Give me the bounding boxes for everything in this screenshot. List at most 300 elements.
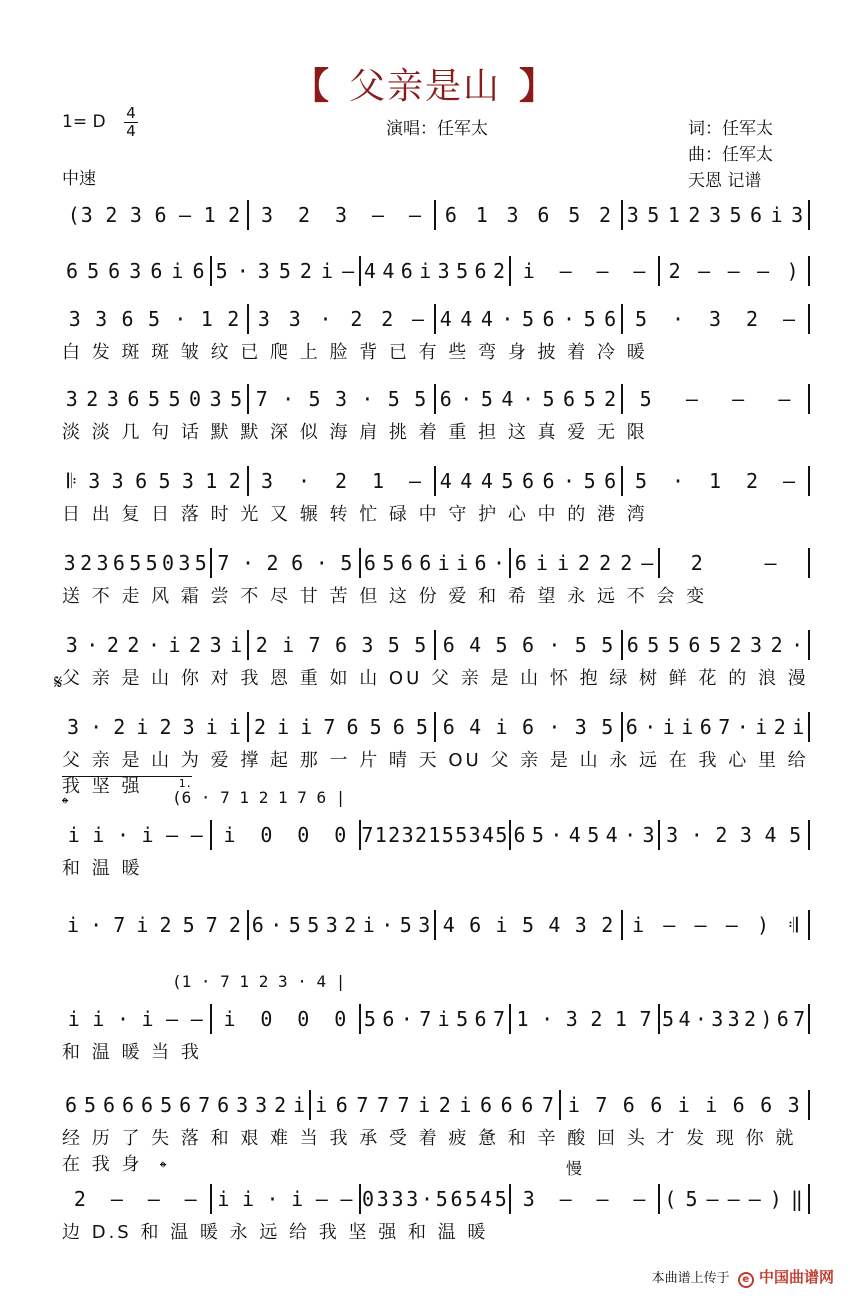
note: · — [548, 715, 562, 739]
note: 5 — [495, 633, 509, 657]
note: 1 — [203, 203, 217, 227]
note: 2 — [86, 387, 100, 411]
note: i — [321, 259, 335, 283]
note: ) — [786, 259, 800, 283]
measure — [249, 633, 434, 657]
note: 5 — [415, 715, 429, 739]
note: 7 — [113, 913, 127, 937]
note: i — [681, 715, 695, 739]
note: · — [421, 1187, 435, 1211]
note: 2 — [438, 1093, 452, 1117]
note: 2 — [492, 259, 506, 283]
note: i — [792, 715, 806, 739]
note: 6 — [419, 551, 433, 575]
note: · — [624, 823, 638, 847]
note: · — [563, 469, 577, 493]
notation-line — [62, 820, 810, 850]
note: – — [371, 203, 386, 227]
note: · — [492, 551, 506, 575]
site-logo — [738, 1268, 834, 1286]
note: 1 — [205, 469, 219, 493]
note: 7 — [308, 633, 322, 657]
measure — [361, 1187, 509, 1211]
note: – — [315, 1187, 329, 1211]
note: i — [136, 715, 150, 739]
note: i — [67, 823, 81, 847]
note: 3 — [437, 259, 451, 283]
note: 5 — [129, 551, 143, 575]
note: – — [166, 1007, 180, 1031]
note: 4 — [480, 307, 494, 331]
note: i — [418, 1093, 432, 1117]
note: 5 — [634, 469, 649, 493]
note: 5 — [147, 387, 161, 411]
note: 2 — [770, 633, 784, 657]
note: 3 — [236, 1093, 250, 1117]
note: · — [521, 387, 535, 411]
note: 6 — [521, 633, 535, 657]
note: i — [459, 1093, 473, 1117]
note: 3 — [708, 307, 723, 331]
measure — [436, 387, 621, 411]
barline — [808, 384, 810, 414]
note: – — [179, 203, 193, 227]
note: 3 — [257, 259, 271, 283]
note: 5 — [307, 913, 321, 937]
notation-line — [62, 1004, 810, 1034]
note: 5 — [634, 307, 649, 331]
note: 1 — [475, 203, 489, 227]
note: 7 — [718, 715, 732, 739]
note: – — [559, 259, 573, 283]
note: i — [315, 1093, 329, 1117]
note: 2 — [620, 551, 634, 575]
note: 7 — [323, 715, 337, 739]
note: 5 — [182, 913, 196, 937]
note: 5 — [531, 823, 545, 847]
note: 3 — [260, 469, 275, 493]
note: 2 — [668, 259, 682, 283]
note: · — [266, 1187, 280, 1211]
measure — [511, 823, 659, 847]
note: 6 — [121, 307, 135, 331]
note: 1 — [371, 469, 386, 493]
note: 3 — [565, 1007, 579, 1031]
note: 6 — [217, 1093, 231, 1117]
title-bracket-left: 【 — [292, 66, 331, 107]
note: – — [110, 1187, 124, 1211]
note: 3 — [96, 551, 110, 575]
note: · — [361, 387, 375, 411]
note: 1 — [667, 203, 681, 227]
note: 3 — [574, 913, 588, 937]
note: 6 — [179, 1093, 193, 1117]
note: i — [223, 1007, 237, 1031]
note: i — [67, 913, 81, 937]
note: 2 — [414, 823, 429, 847]
note: – — [412, 307, 426, 331]
note: 6 — [537, 203, 551, 227]
transcriber: 天恩 记谱 — [688, 171, 762, 191]
note: 3 — [325, 913, 339, 937]
measure — [623, 203, 808, 227]
lyrics-line: 经 历 了 失 落 和 艰 难 当 我 承 受 着 疲 惫 和 辛 酸 回 头 才 发 现 你 就 在 我 身 — [62, 1128, 797, 1175]
note: 7 — [541, 1093, 555, 1117]
note: 5 — [147, 307, 161, 331]
note: 6 — [750, 203, 764, 227]
note: – — [641, 551, 655, 575]
note: i — [217, 1187, 231, 1211]
measure — [361, 823, 509, 847]
note: – — [166, 823, 180, 847]
note: 6 — [604, 469, 618, 493]
note: 6 — [542, 469, 556, 493]
note: · — [690, 823, 704, 847]
note: 2 — [254, 715, 268, 739]
note: · — [241, 551, 255, 575]
measure — [62, 551, 210, 575]
note: 3 — [181, 469, 195, 493]
note: – — [782, 469, 797, 493]
note: i — [223, 823, 237, 847]
note: 2 — [299, 259, 313, 283]
note: 6 — [135, 469, 149, 493]
note: 7 — [198, 1093, 212, 1117]
note: – — [190, 823, 204, 847]
note: 7 — [361, 823, 375, 847]
note: i — [300, 715, 314, 739]
notation-line — [62, 1184, 810, 1214]
note: 5 — [215, 259, 229, 283]
measure — [62, 823, 210, 847]
notation-line — [62, 712, 810, 742]
note: i — [456, 551, 470, 575]
note: 2 — [604, 387, 618, 411]
note: 2 — [590, 1007, 604, 1031]
note: 5 — [387, 387, 401, 411]
note: – — [633, 259, 647, 283]
note: 0 — [260, 823, 274, 847]
note: – — [706, 1187, 720, 1211]
note: i — [282, 633, 296, 657]
note: 3 — [209, 633, 223, 657]
note: 2 — [274, 1093, 288, 1117]
note: 6 — [521, 469, 535, 493]
note: 2 — [715, 823, 729, 847]
note: i — [677, 1093, 691, 1117]
measure — [436, 469, 621, 493]
note: – — [342, 259, 356, 283]
measure — [660, 551, 808, 575]
note: 5 — [414, 633, 428, 657]
note: · — [548, 633, 562, 657]
note: 6 — [392, 715, 406, 739]
note: · — [297, 469, 312, 493]
note: 5 — [194, 551, 208, 575]
note: 2 — [227, 307, 241, 331]
note: – — [685, 387, 699, 411]
note: 4 — [548, 913, 562, 937]
tempo-mark: 慢 — [566, 1159, 583, 1178]
note: 4 — [460, 469, 474, 493]
barline — [808, 1004, 810, 1034]
note: 5 — [455, 823, 469, 847]
note: 5 — [495, 823, 509, 847]
note: 7 — [595, 1093, 609, 1117]
note: 2 — [228, 469, 242, 493]
note: 6 — [513, 823, 527, 847]
upload-text: 本曲谱上传于 — [651, 1271, 730, 1286]
note: 3 — [468, 823, 482, 847]
note: · — [460, 387, 474, 411]
measure — [436, 203, 621, 227]
note: i — [92, 1007, 106, 1031]
note: 6 — [122, 1093, 136, 1117]
note: – — [725, 913, 739, 937]
measure — [62, 1007, 210, 1031]
note: 5 — [601, 715, 615, 739]
note: – — [782, 307, 797, 331]
note: 6 — [150, 259, 164, 283]
note: 6 — [400, 259, 414, 283]
lyrics-line: 父 亲 是 山 你 对 我 恩 重 如 山 OU 父 亲 是 山 怀 抱 绿 树 鲜 花 的 浪 漫 — [62, 668, 809, 689]
note: · — [86, 633, 100, 657]
coda-sign: 𝄌 — [160, 1158, 167, 1179]
note: ) — [756, 913, 770, 937]
measure — [249, 387, 434, 411]
note: 3 — [106, 387, 120, 411]
note: 3 — [95, 307, 109, 331]
note: 2 — [228, 913, 242, 937]
note: 3 — [791, 203, 805, 227]
key-signature: 1= D — [62, 112, 106, 132]
note: 3 — [727, 1007, 741, 1031]
note: 2 — [388, 823, 402, 847]
note: 4 — [469, 715, 483, 739]
note: 6 — [469, 913, 483, 937]
note: 2 — [729, 633, 743, 657]
measure — [62, 469, 247, 493]
note: i — [291, 1187, 305, 1211]
notation-line — [62, 548, 810, 578]
note: 7 — [793, 1007, 807, 1031]
note: 3 — [209, 387, 223, 411]
footer — [652, 1266, 834, 1288]
ossia-notes: (6 · 7 1 2 1 7 6 | — [172, 788, 346, 807]
measure — [511, 259, 659, 283]
note: 5 — [363, 1007, 377, 1031]
lyrics-line: 和 温 暖 当 我 — [62, 1042, 202, 1063]
note: 6 — [444, 203, 458, 227]
note: 5 — [521, 913, 535, 937]
note: 6 — [291, 551, 305, 575]
note: 7 — [639, 1007, 653, 1031]
page-title — [0, 58, 850, 109]
note: 6 — [382, 1007, 396, 1031]
barline — [808, 1184, 810, 1214]
note: – — [764, 551, 778, 575]
note: · — [671, 469, 686, 493]
note: – — [408, 203, 423, 227]
note: 3 — [129, 203, 143, 227]
note: 4 — [439, 469, 453, 493]
note: 5 — [667, 633, 681, 657]
note: 3 — [574, 715, 588, 739]
notation-line — [62, 384, 810, 414]
volta-bracket: 1. — [62, 776, 192, 790]
measure — [212, 259, 360, 283]
note: i — [705, 1093, 719, 1117]
note: 2 — [381, 307, 395, 331]
note: 2 — [113, 715, 127, 739]
note: 0 — [189, 387, 203, 411]
note: · — [90, 715, 104, 739]
note: i — [437, 551, 451, 575]
note: i — [362, 913, 376, 937]
barline — [808, 910, 810, 940]
note: · — [315, 551, 329, 575]
note: 6 — [439, 387, 453, 411]
note: 2 — [773, 715, 787, 739]
note: 3 — [391, 1187, 405, 1211]
measure — [361, 551, 509, 575]
note: 6 — [699, 715, 713, 739]
barline — [808, 200, 810, 230]
note: 7 — [419, 1007, 433, 1031]
note: 6 — [363, 551, 377, 575]
barline — [808, 820, 810, 850]
note: i — [241, 1187, 255, 1211]
note: 2 — [350, 307, 364, 331]
note: – — [190, 1007, 204, 1031]
note: 6 — [521, 715, 535, 739]
note: · — [319, 307, 333, 331]
note: 5 — [84, 1093, 98, 1117]
coda-sign: 𝄌 — [62, 794, 69, 815]
note: 3 — [750, 633, 764, 657]
note: 7 — [356, 1093, 370, 1117]
note: 2 — [344, 913, 358, 937]
note: – — [559, 1187, 573, 1211]
note: 2 — [688, 203, 702, 227]
note: i — [171, 259, 185, 283]
title-bracket-right: 】 — [519, 66, 558, 107]
barline — [808, 304, 810, 334]
note: 0 — [297, 1007, 311, 1031]
composer: 曲：任军太 — [688, 145, 773, 165]
note: 3 — [361, 633, 375, 657]
note: 2 — [106, 633, 120, 657]
note: – — [748, 1187, 762, 1211]
time-sig-top: 4 — [126, 104, 136, 122]
lyrics-line: 日 出 复 日 落 时 光 又 辗 转 忙 碌 中 守 护 心 中 的 港 湾 — [62, 504, 648, 525]
note: 6 — [442, 633, 456, 657]
note: 4 — [460, 307, 474, 331]
segno-sign: 𝄋 — [54, 670, 63, 694]
lyrics-line: 送 不 走 风 霜 尝 不 尽 甘 苦 但 这 份 爱 和 希 望 永 远 不 会 变 — [62, 586, 708, 607]
note: 4 — [382, 259, 396, 283]
note: i — [437, 1007, 451, 1031]
note: 6 — [474, 551, 488, 575]
note: 5 — [278, 259, 292, 283]
note: 5 — [480, 387, 494, 411]
measure — [212, 823, 360, 847]
note: 4 — [439, 307, 453, 331]
measure — [249, 913, 434, 937]
note: 3 — [401, 823, 415, 847]
tempo: 中速 — [62, 169, 96, 189]
note: 6 — [474, 1007, 488, 1031]
note: 2 — [601, 913, 615, 937]
note: 6 — [103, 1093, 117, 1117]
note: 5 — [399, 913, 413, 937]
barline — [808, 1090, 810, 1120]
note: · — [644, 715, 658, 739]
note: 2 — [255, 633, 269, 657]
note: ‖ — [790, 1187, 804, 1211]
note: 4 — [442, 913, 456, 937]
note: 7 — [376, 1093, 390, 1117]
measure — [311, 1093, 558, 1117]
note: 5 — [414, 387, 428, 411]
measure — [436, 633, 621, 657]
note: 3 — [418, 913, 432, 937]
measure — [62, 633, 247, 657]
note: 5 — [369, 715, 383, 739]
note: 0 — [362, 1187, 376, 1211]
note: 2 — [599, 551, 613, 575]
measure — [623, 715, 808, 739]
note: 3 — [406, 1187, 420, 1211]
note: 3 — [642, 823, 656, 847]
note: · — [147, 633, 161, 657]
note: 5 — [456, 259, 470, 283]
notation-line — [62, 304, 810, 334]
note: 5 — [288, 913, 302, 937]
note: 𝄆 — [67, 469, 78, 493]
measure — [212, 1007, 360, 1031]
note: i — [205, 715, 219, 739]
measure — [660, 1187, 808, 1211]
note: 2 — [127, 633, 141, 657]
note: · — [400, 1007, 414, 1031]
note: 6 — [154, 203, 168, 227]
barline — [808, 630, 810, 660]
note: 6 — [625, 715, 639, 739]
note: 2 — [159, 913, 173, 937]
measure — [62, 715, 247, 739]
note: i — [662, 715, 676, 739]
note: 5 — [521, 307, 535, 331]
note: 3 — [63, 551, 77, 575]
lyrics-line: 淡 淡 几 句 话 默 默 深 似 海 肩 挑 着 重 担 这 真 爱 无 限 — [62, 422, 648, 443]
note: 5 — [145, 551, 159, 575]
note: i — [141, 823, 155, 847]
measure — [561, 1093, 808, 1117]
note: 6 — [442, 715, 456, 739]
note: 4 — [568, 823, 582, 847]
note: 3 — [67, 715, 81, 739]
note: 3 — [666, 823, 680, 847]
note: i — [522, 259, 536, 283]
measure — [660, 1007, 808, 1031]
time-signature — [124, 106, 138, 139]
measure — [62, 259, 210, 283]
measure — [62, 387, 247, 411]
note: 3 — [626, 203, 640, 227]
lyrics-line: 白 发 斑 斑 皱 纹 已 爬 上 脸 背 已 有 些 弯 身 披 着 冷 暖 — [62, 342, 648, 363]
notation-line — [62, 466, 810, 496]
